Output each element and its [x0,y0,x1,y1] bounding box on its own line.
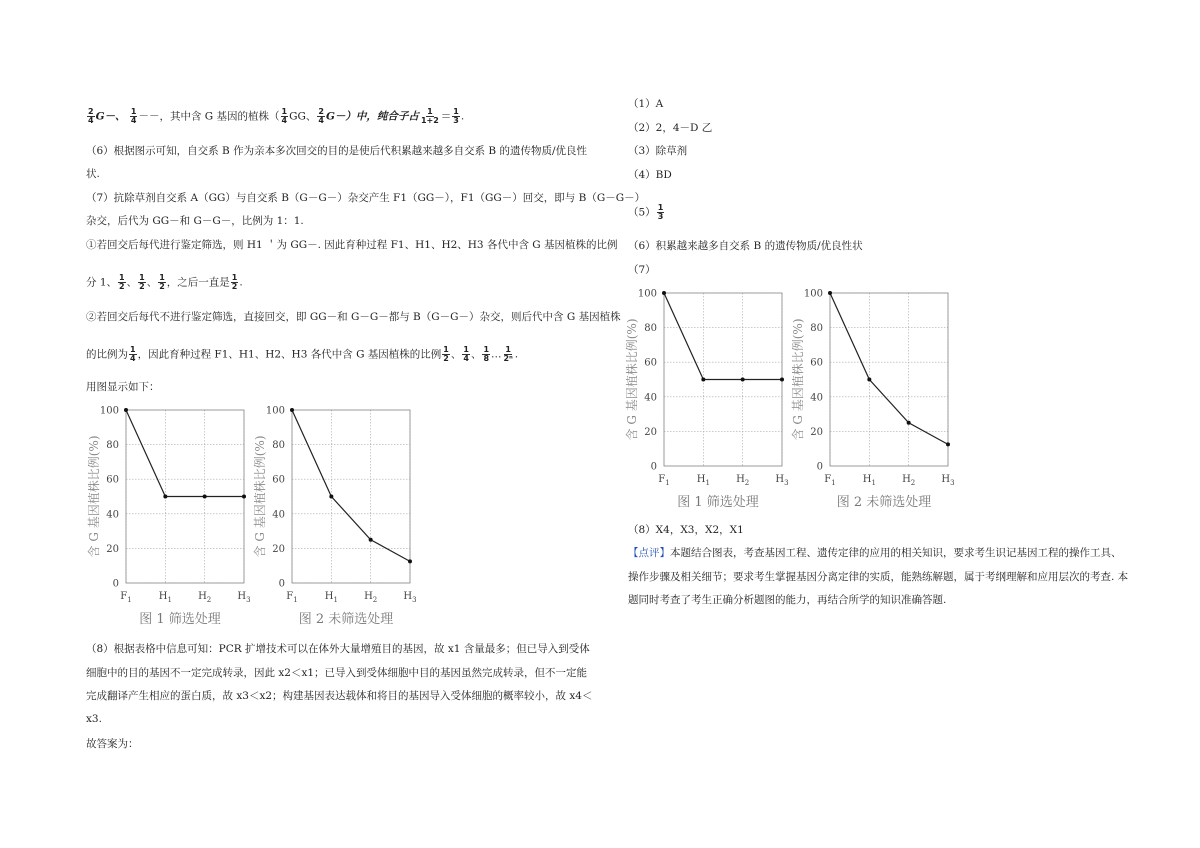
x-tick-label: $H_2$ [198,591,212,604]
data-point [203,495,207,499]
y-tick-label: 100 [99,405,119,417]
data-point [741,378,745,382]
x-tick-label: $H_3$ [775,474,789,487]
y-tick-label: 20 [272,543,285,555]
y-tick-label: 20 [810,426,823,438]
y-tick-label: 60 [810,357,823,369]
fraction: $\frac{1}{4}$ [130,107,137,125]
y-tick-label: 80 [272,440,285,452]
x-tick-label: $H_1$ [696,474,710,487]
answer-8: （8）X4，X3，X2，X1 [628,524,744,536]
y-tick-label: 40 [106,509,119,521]
y-axis-title: 含 G 基因植株比例(%) [791,318,805,441]
fraction: $\frac{1}{4}$ [463,345,469,363]
fraction: $\frac{1}{3}$ [453,107,459,125]
y-tick-label: 60 [106,474,119,486]
para-7f: 的比例为 $\frac{1}{4}$ ，因此育种过程 F1、H1、H2、H3 各代中含 G 基因植株的比例 $\frac{1}{2}$ 、 $\frac{1}{4}$ 、 $\frac{1}{8}$ … $\frac{1}{\text{2ⁿ}}$ . [86,345,519,363]
data-point [163,495,167,499]
x-tick-label: $H_3$ [941,474,955,487]
chart-svg [252,400,422,630]
chart-4 [790,283,960,516]
para-figure-intro: 用图显示如下： [86,381,160,393]
comment-line-1: 【点评】本题结合图表，考查基因工程、遗传定律的应用的相关知识，要求考生识记基因工程的操作工具、 [628,547,1122,559]
y-tick-label: 40 [644,392,657,404]
chart-title: 图 1 筛选处理 [677,495,759,510]
x-tick-label: $H_3$ [403,591,417,604]
y-axis-title: 含 G 基因植株比例(%) [87,435,101,558]
fraction: $\frac{1}{2}$ [159,273,165,291]
para-7b: 杂交，后代为 GG－和 G－G－，比例为 1：1. [86,215,304,227]
x-tick-label: $F_1$ [120,591,132,604]
y-tick-label: 80 [106,440,119,452]
answer-6: （6）积累越来越多自交系 B 的遗传物质/优良性状 [628,240,863,252]
fraction: $\frac{1}{2}$ [119,273,125,291]
chart-svg [624,283,794,513]
line-1: $\frac{2}{4}$ G－、 $\frac{1}{4}$ －－，其中含 G 基因的植株（ $\frac{1}{4}$ GG、 $\frac{2}{4}$ G－）中，纯合子占 $\frac{1}{1+2}$ ＝ $\frac{1}{3}$ . [88,107,465,125]
fraction: $\frac{1}{2}$ [231,273,238,291]
y-axis-title: 含 G 基因植株比例(%) [625,318,639,441]
y-tick-label: 60 [644,357,657,369]
fraction: $\frac{2}{4}$ [88,107,94,125]
chart-svg [86,400,256,630]
chart-2 [252,400,422,633]
y-tick-label: 0 [816,461,823,473]
para-8a: （8）根据表格中信息可知：PCR 扩增技术可以在体外大量增殖目的基因，故 x1 含量最多；但已导入到受体 [86,643,590,655]
data-point [662,291,666,295]
data-point [124,408,128,412]
fraction: $\frac{1}{4}$ [130,345,136,363]
x-tick-label: $H_2$ [364,591,378,604]
data-point [907,421,911,425]
para-7d: 分 1、 $\frac{1}{2}$ 、 $\frac{1}{2}$ 、 $\frac{1}{2}$ ，之后一直是 $\frac{1}{2}$ . [86,273,243,291]
answer-4: （4）BD [628,169,672,181]
series-line [664,293,782,380]
y-tick-label: 0 [650,461,657,473]
fraction: $\frac{1}{2}$ [139,273,145,291]
fraction: $\frac{1}{4}$ [281,107,288,125]
chart-svg [790,283,960,513]
para-6: （6）根据图示可知，自交系 B 作为亲本多次回交的目的是使后代积累越来越多自交系 B 的遗传物质/优良性 [86,145,587,157]
series-line [126,410,244,497]
x-tick-label: $F_1$ [658,474,670,487]
fraction: $\frac{1}{1+2}$ [420,107,439,125]
para-8c: 完成翻译产生相应的蛋白质，故 x3＜x2；构建基因表达载体和将目的基因导入受体细胞的概率较小，故 x4＜ [86,690,593,702]
chart-1 [86,400,256,633]
y-tick-label: 0 [278,578,285,590]
data-point [701,378,705,382]
data-point [408,559,412,563]
y-tick-label: 40 [810,392,823,404]
para-8b: 细胞中的目的基因不一定完成转录，因此 x2＜x1；已导入到受体细胞中目的基因虽然完成转录，但不一定能 [86,667,588,679]
comment-tag: 【点评】 [628,547,670,559]
comment-line-3: 题同时考查了考生正确分析题图的能力，再结合所学的知识准确答题. [628,594,947,606]
answer-3: （3）除草剂 [628,145,688,157]
para-7a: （7）抗除草剂自交系 A（GG）与自交系 B（G－G－）杂交产生 F1（GG－），F1（GG－）回交，即与 B（G－G－） [86,192,646,204]
x-tick-label: $H_1$ [862,474,876,487]
comment-line-2: 操作步骤及相关细节；要求考生掌握基因分离定律的实质，能熟练解题，属于考纲理解和应用层次的考查. 本 [628,571,1129,583]
y-tick-label: 80 [810,323,823,335]
x-tick-label: $H_2$ [736,474,750,487]
y-tick-label: 40 [272,509,285,521]
y-tick-label: 20 [106,543,119,555]
data-point [946,442,950,446]
para-7c: ①若回交后每代进行鉴定筛选，则 H1 ＇为 GG－. 因此育种过程 F1、H1、H2、H3 各代中含 G 基因植株的比例 [86,239,618,251]
plot-frame [830,293,948,466]
chart-title: 图 2 未筛选处理 [836,495,932,510]
answer-5: （5） $\frac{1}{3}$ [628,203,664,221]
y-tick-label: 0 [112,578,119,590]
y-tick-label: 100 [265,405,285,417]
data-point [290,408,294,412]
answer-7: （7） [628,264,656,276]
fraction: $\frac{1}{3}$ [657,203,664,221]
x-tick-label: $F_1$ [824,474,836,487]
para-answer-intro: 故答案为： [86,738,139,750]
x-tick-label: $H_1$ [324,591,338,604]
series-line [830,293,948,444]
data-point [867,378,871,382]
data-point [369,538,373,542]
data-point [242,495,246,499]
chart-3 [624,283,794,516]
answer-2: （2）2，4－D 乙 [628,122,713,134]
data-point [329,495,333,499]
data-point [828,291,832,295]
x-tick-label: $H_2$ [902,474,916,487]
chart-title: 图 2 未筛选处理 [298,612,394,627]
fraction: $\frac{2}{4}$ [318,107,324,125]
answer-1: （1）A [628,98,664,110]
x-tick-label: $H_1$ [158,591,172,604]
plot-frame [292,410,410,583]
y-tick-label: 100 [637,288,657,300]
y-tick-label: 100 [803,288,823,300]
para-8d: x3. [86,713,102,725]
y-axis-title: 含 G 基因植株比例(%) [253,435,267,558]
x-tick-label: $F_1$ [286,591,298,604]
para-6b: 状. [86,168,100,180]
y-tick-label: 60 [272,474,285,486]
series-line [292,410,410,561]
fraction: $\frac{1}{\text{2ⁿ}}$ [503,345,513,363]
y-tick-label: 80 [644,323,657,335]
fraction: $\frac{1}{8}$ [483,345,490,363]
data-point [780,378,784,382]
y-tick-label: 20 [644,426,657,438]
x-tick-label: $H_3$ [237,591,251,604]
chart-title: 图 1 筛选处理 [139,612,221,627]
fraction: $\frac{1}{2}$ [443,345,449,363]
para-7e: ②若回交后每代不进行鉴定筛选，直接回交，即 GG－和 G－G－都与 B（G－G－）杂交，则后代中含 G 基因植株 [86,311,621,323]
